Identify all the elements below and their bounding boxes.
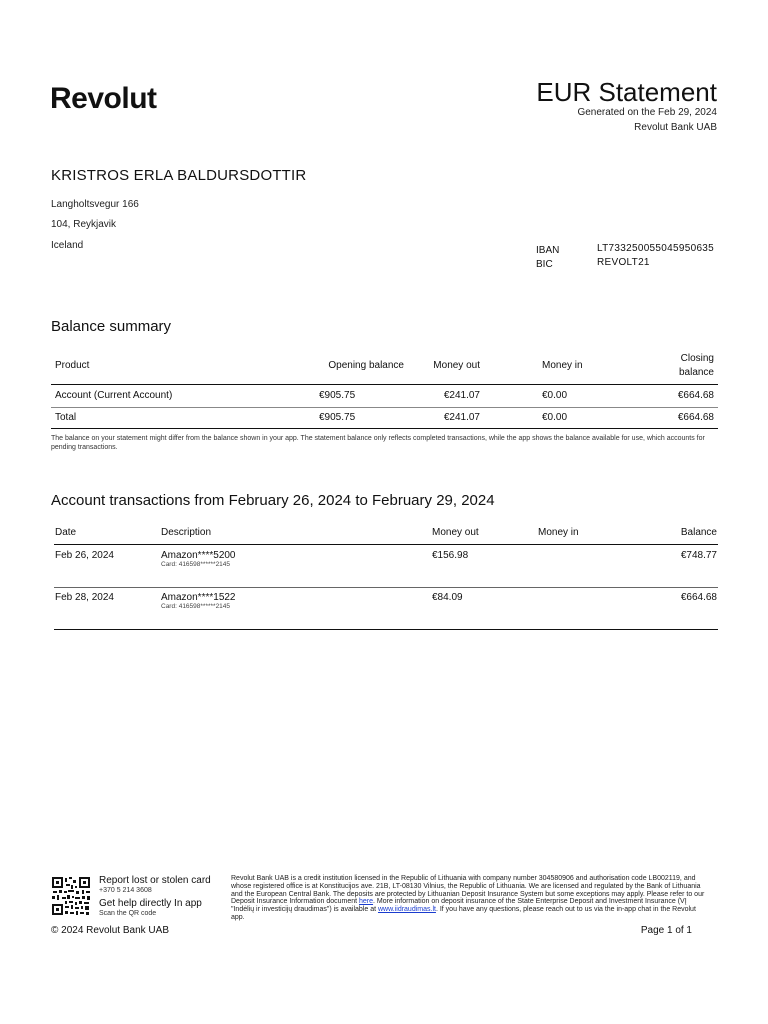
address-line-1: Langholtsvegur 166 (51, 199, 139, 210)
col-money-in: Money in (542, 360, 583, 372)
customer-name: KRISTROS ERLA BALDURSDOTTIR (51, 167, 307, 184)
bic-value: REVOLT21 (597, 257, 650, 268)
legal-text-part1: Revolut Bank UAB is a credit institution licensed in the Republic of Lithuania with company number 304580906 and authorisation code LB002119, and whose registered office is at Konstitucijos ave. 21B, LT-08130 Vilnius, the Republic of Lithuania. We are licensed and regulated by the Bank of Lithuania and the European Central Bank. The deposits are protected by Lithuanian Deposit Insurance System but some exceptions may apply. Please refer to our Deposit Insurance Information document (231, 875, 705, 906)
tx-date: Feb 28, 2024 (55, 592, 114, 603)
tx-balance: €748.77 (680, 550, 717, 561)
iban-label: IBAN (536, 245, 560, 256)
page-number: Page 1 of 1 (640, 925, 692, 936)
legal-notice (231, 875, 711, 922)
qr-code-icon (51, 876, 91, 916)
cell-opening: €905.75 (319, 390, 356, 401)
iban-value: LT733250055045950635 (597, 243, 715, 254)
tx-col-balance: Balance (680, 527, 717, 538)
cell-money-out: €241.07 (443, 412, 480, 423)
col-money-out: Money out (433, 360, 480, 372)
col-opening-balance: Opening balance (328, 360, 404, 372)
table-row-total (51, 407, 718, 428)
generated-date: Generated on the Feb 29, 2024 (577, 107, 717, 118)
col-closing-line1: Closing (680, 352, 714, 364)
tx-table-bottom (54, 629, 718, 630)
balance-header-row (51, 348, 718, 384)
tx-col-money-out: Money out (432, 527, 479, 538)
scan-qr-text: Scan the QR code (99, 910, 157, 917)
tx-col-description: Description (161, 527, 212, 538)
col-product: Product (55, 360, 90, 372)
tx-header-divider (54, 544, 718, 545)
balance-summary-table (51, 348, 718, 429)
balance-summary-title: Balance summary (51, 318, 172, 335)
tx-col-date: Date (55, 527, 77, 538)
get-help-link[interactable]: Get help directly In app (99, 898, 202, 909)
col-closing-line2: balance (678, 366, 714, 378)
address-line-2: 104, Reykjavik (51, 219, 117, 230)
table-row (51, 384, 718, 407)
tx-description: Amazon****5200 (161, 550, 236, 561)
bank-name: Revolut Bank UAB (634, 122, 717, 133)
legal-text-part3: . If you have any questions, please reach out to us via the in-app chat in the Revolut app. (231, 906, 696, 921)
cell-closing: €664.68 (677, 412, 714, 423)
legal-text-part2: . More information on deposit insurance of the State Enterprise Deposit and Investment Insurance (VĮ "Indėlių ir investicijų draudimas") is available at (231, 898, 687, 914)
tx-money-out: €156.98 (432, 550, 469, 561)
tx-date: Feb 26, 2024 (55, 550, 114, 561)
report-lost-card-link[interactable]: Report lost or stolen card (99, 875, 211, 886)
transactions-title: Account transactions from February 26, 2024 to February 29, 2024 (51, 492, 495, 509)
cell-opening: €905.75 (319, 412, 356, 423)
copyright: © 2024 Revolut Bank UAB (51, 925, 169, 936)
tx-row-divider (54, 587, 718, 588)
iidraudimas-link[interactable]: www.iidraudimas.lt (377, 906, 436, 914)
tx-money-out: €84.09 (432, 592, 463, 603)
revolut-logo: Revolut (50, 82, 157, 115)
col-closing-balance (604, 348, 718, 384)
cell-closing: €664.68 (677, 390, 714, 401)
tx-card: Card: 416598******2145 (161, 561, 231, 568)
tx-balance: €664.68 (680, 592, 717, 603)
cell-money-in: €0.00 (542, 412, 568, 423)
deposit-insurance-link[interactable]: here (359, 898, 374, 906)
support-phone[interactable]: +370 5 214 3608 (99, 887, 152, 894)
statement-title: EUR Statement (536, 77, 717, 107)
tx-card: Card: 416598******2145 (161, 603, 231, 610)
cell-money-in: €0.00 (542, 390, 568, 401)
balance-note: The balance on your statement might differ from the balance shown in your app. The statement balance only reflects completed transactions, while the app shows the balance available for use, which accounts for pending transactions. (51, 435, 705, 451)
cell-product: Total (55, 412, 77, 423)
address-country: Iceland (51, 240, 84, 251)
cell-money-out: €241.07 (443, 390, 480, 401)
tx-col-money-in: Money in (538, 527, 579, 538)
cell-product: Account (Current Account) (55, 390, 173, 401)
tx-description: Amazon****1522 (161, 592, 236, 603)
bic-label: BIC (536, 259, 553, 270)
